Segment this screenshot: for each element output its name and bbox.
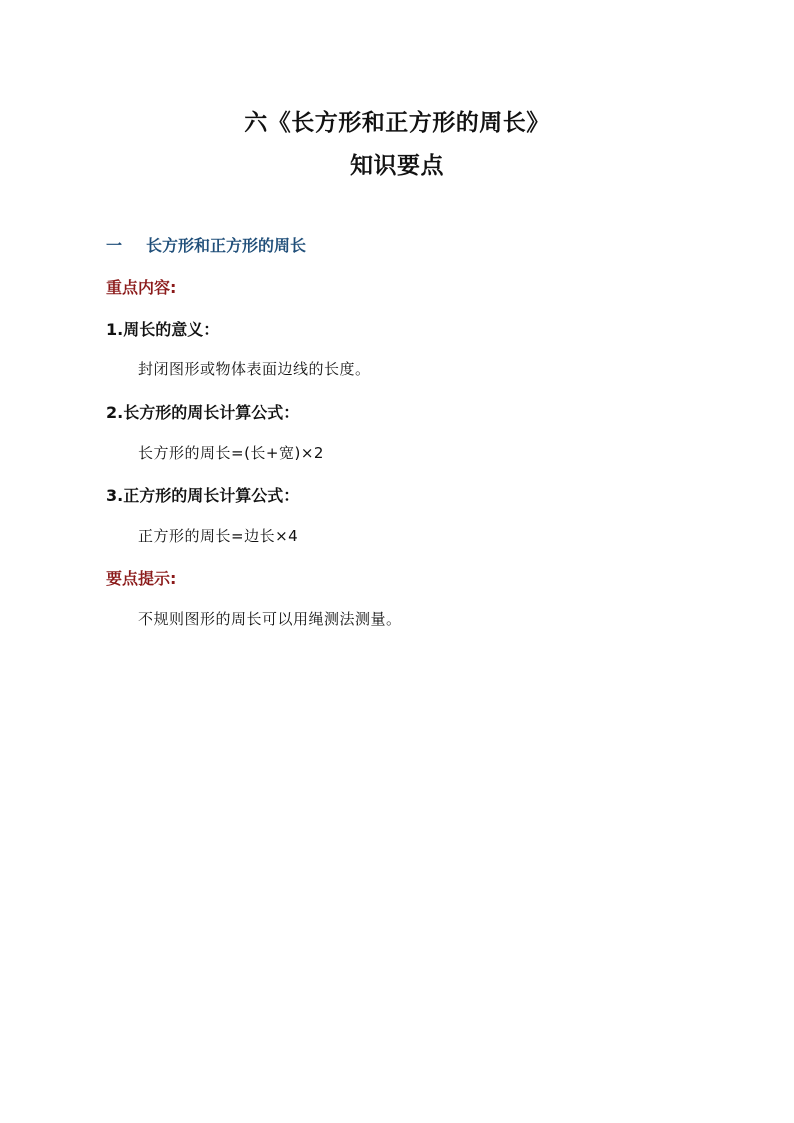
- tips-label: 要点提示:: [106, 569, 177, 588]
- section-number: 一: [106, 236, 123, 255]
- section-heading: [106, 233, 306, 256]
- page-subtitle: 知识要点: [350, 153, 444, 179]
- item-text-1: 封闭图形或物体表面边线的长度。: [138, 360, 371, 378]
- tips-text: 不规则图形的周长可以用绳测法测量。: [138, 610, 402, 628]
- page-title: 六《长方形和正方形的周长》: [244, 110, 550, 136]
- key-content-label: 重点内容:: [106, 278, 177, 297]
- item-text-3: 正方形的周长=边长×4: [138, 527, 299, 545]
- item-heading-2: 2.长方形的周长计算公式：: [106, 403, 300, 422]
- item-heading-3: 3.正方形的周长计算公式：: [106, 486, 300, 505]
- item-text-2: 长方形的周长=(长+宽)×2: [138, 444, 324, 462]
- item-heading-1: 1.周长的意义：: [106, 320, 220, 339]
- section-title: 长方形和正方形的周长: [146, 236, 307, 255]
